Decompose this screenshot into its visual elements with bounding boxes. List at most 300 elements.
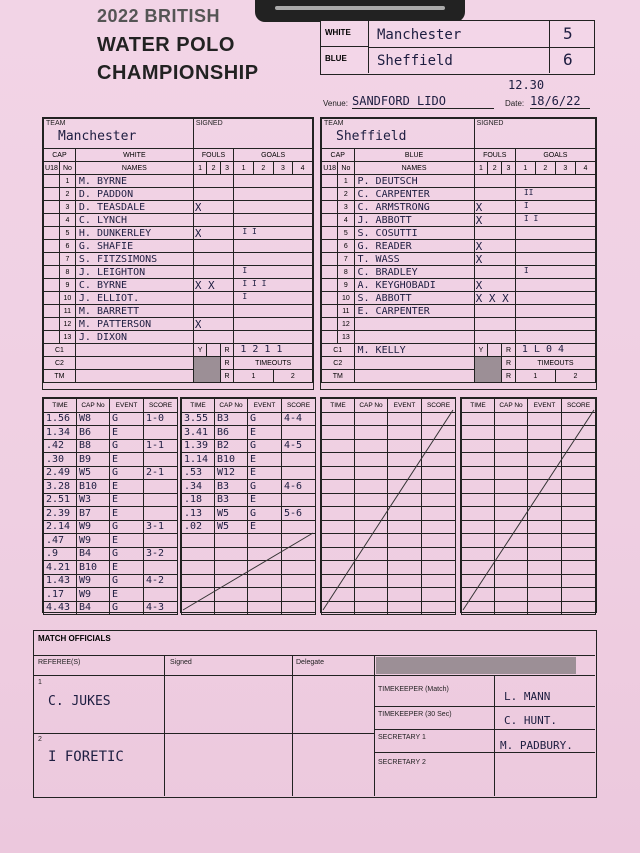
event-type: G bbox=[250, 440, 257, 452]
blue-goals-header: GOALS bbox=[543, 151, 568, 159]
white-label: WHITE bbox=[321, 21, 369, 47]
event-score: 5-6 bbox=[284, 507, 303, 519]
blue-player-goals: II bbox=[523, 188, 534, 197]
event-cap-no: B4 bbox=[79, 548, 92, 560]
blue-player-row bbox=[322, 253, 596, 266]
white-player-goals: I I bbox=[242, 227, 257, 236]
white-names-header: NAMES bbox=[121, 164, 147, 172]
event-row bbox=[462, 466, 596, 480]
white-player-goals: I bbox=[242, 292, 248, 301]
event-row bbox=[322, 493, 456, 507]
blue-player-cap-no: 12 bbox=[341, 320, 350, 328]
event-row bbox=[44, 466, 178, 480]
event-row bbox=[322, 453, 456, 467]
title-line-2: WATER POLO bbox=[97, 34, 235, 56]
match-officials-heading: MATCH OFFICIALS bbox=[38, 634, 111, 643]
event-row bbox=[182, 480, 316, 494]
blue-player-row bbox=[322, 214, 596, 227]
event-time: .02 bbox=[184, 521, 203, 533]
blue-player-goals: I bbox=[523, 201, 529, 210]
event-cap-no: B10 bbox=[79, 480, 98, 492]
blue-red-label-2: R bbox=[505, 359, 512, 367]
timekeeper-match: L. MANN bbox=[504, 690, 551, 703]
match-time: 12.30 bbox=[508, 78, 545, 92]
white-player-name: D. TEASDALE bbox=[78, 201, 146, 213]
event-row bbox=[322, 426, 456, 440]
white-player-row bbox=[44, 188, 313, 201]
blue-player-name: S. ABBOTT bbox=[357, 292, 412, 304]
event-time: 2.49 bbox=[46, 467, 71, 479]
white-team-table: TEAM Manchester SIGNED CAP WHITE FOULS GOALS U18 No NAMES 1 2 3 1 2 3 4 1 M. BYRNE 2 D. PADDON 3 D. TEASDALE X 4 C. LYNCH 5 H. DUNKERLEY X I I 6 G. SHAFIE 7 S. FITZSIMONS 8 J. LEIGHTON I 9 C. BYRNE X X I I I 10 J. ELLIOT. I 11 M. BARRETT 12 M. PATTERSON X 13 J. DIXON C1 Y R 1 2 1 1 C2 R TIMEOUTS TM R 1 2 bbox=[43, 118, 313, 383]
white-player-cap-no: 5 bbox=[65, 229, 70, 237]
blue-player-row bbox=[322, 175, 596, 188]
blue-player-cap-no: 11 bbox=[342, 307, 350, 315]
event-type: E bbox=[112, 534, 119, 546]
event-time: 2.14 bbox=[46, 521, 71, 533]
white-player-row bbox=[44, 279, 313, 292]
event-row bbox=[182, 534, 316, 548]
blue-player-goals: I bbox=[523, 266, 529, 275]
event-cap-no: B10 bbox=[217, 453, 236, 465]
event-row bbox=[44, 520, 178, 534]
time-header: TIME bbox=[52, 401, 68, 409]
ref2-number: 2 bbox=[38, 736, 42, 743]
event-row bbox=[44, 561, 178, 575]
event-type: G bbox=[112, 413, 119, 425]
blue-fouls-header: FOULS bbox=[483, 151, 507, 159]
event-time: .17 bbox=[46, 588, 65, 600]
event-score: 3-1 bbox=[146, 521, 165, 533]
white-player-cap-no: 13 bbox=[63, 333, 72, 341]
event-cap-no: W9 bbox=[79, 575, 92, 587]
white-yellow-label: Y bbox=[197, 346, 203, 354]
white-player-name: J. LEIGHTON bbox=[78, 266, 146, 278]
event-cap-no: B8 bbox=[79, 440, 92, 452]
event-type: E bbox=[112, 561, 119, 573]
white-player-name: G. SHAFIE bbox=[78, 240, 134, 252]
white-player-goals: I bbox=[242, 266, 248, 275]
white-team-label: TEAM bbox=[46, 120, 66, 127]
white-player-row bbox=[44, 227, 313, 240]
event-row bbox=[462, 426, 596, 440]
white-player-cap-no: 11 bbox=[63, 307, 72, 315]
white-timeouts-label: TIMEOUTS bbox=[255, 359, 292, 367]
blue-timeout-2: 2 bbox=[573, 372, 578, 380]
event-cap-no: B6 bbox=[79, 426, 92, 438]
events-table-3 bbox=[320, 397, 456, 613]
white-u18-header: U18 bbox=[45, 164, 58, 172]
event-row bbox=[182, 601, 316, 615]
white-player-fouls: X bbox=[194, 318, 202, 331]
event-row bbox=[182, 453, 316, 467]
blue-team-name: Sheffield bbox=[377, 53, 453, 69]
event-time: 2.51 bbox=[46, 494, 71, 506]
event-cap-no: B7 bbox=[79, 507, 92, 519]
event-time: 1.14 bbox=[184, 453, 209, 465]
white-cap-header: CAP bbox=[52, 151, 67, 159]
clipboard-clip bbox=[255, 0, 465, 22]
event-cap-no: B3 bbox=[217, 413, 230, 425]
white-names-team-header: WHITE bbox=[123, 151, 146, 159]
event-row bbox=[322, 480, 456, 494]
event-row bbox=[182, 426, 316, 440]
event-cap-no: W5 bbox=[217, 521, 230, 533]
blue-player-cap-no: 8 bbox=[343, 268, 348, 276]
time-header: TIME bbox=[330, 401, 346, 409]
title-line-1: 2022 BRITISH bbox=[97, 6, 221, 26]
event-row bbox=[322, 520, 456, 534]
cap-no-header: CAP No bbox=[359, 401, 383, 409]
blue-player-fouls: X bbox=[475, 253, 483, 266]
white-fouls-header: FOULS bbox=[201, 151, 226, 159]
event-cap-no: W3 bbox=[79, 494, 92, 506]
event-type: G bbox=[112, 575, 119, 587]
event-cap-no: W5 bbox=[217, 507, 230, 519]
blue-player-row bbox=[322, 201, 596, 214]
white-player-cap-no: 2 bbox=[65, 190, 70, 198]
event-row bbox=[44, 412, 178, 426]
blue-player-name: C. BRADLEY bbox=[357, 266, 418, 278]
blue-player-cap-no: 7 bbox=[343, 255, 348, 263]
white-player-cap-no: 8 bbox=[65, 268, 70, 276]
event-cap-no: W9 bbox=[79, 588, 92, 600]
blue-player-name: E. CARPENTER bbox=[357, 305, 430, 317]
event-header: EVENT bbox=[393, 401, 416, 409]
event-type: E bbox=[112, 588, 119, 600]
blue-player-fouls: X bbox=[475, 240, 483, 253]
timekeeper-30: C. HUNT. bbox=[504, 714, 557, 727]
blue-player-row bbox=[322, 266, 596, 279]
event-header: EVENT bbox=[115, 401, 138, 409]
white-player-row bbox=[44, 175, 313, 188]
event-cap-no: B10 bbox=[79, 561, 98, 573]
event-cap-no: B9 bbox=[79, 453, 92, 465]
score-header: SCORE bbox=[426, 401, 451, 409]
secretary-2-label: SECRETARY 2 bbox=[378, 759, 426, 766]
blue-player-name: G. READER bbox=[357, 240, 412, 252]
white-player-name: D. PADDON bbox=[78, 188, 134, 200]
blue-coach-name: M. KELLY bbox=[357, 344, 406, 356]
event-cap-no: B3 bbox=[217, 480, 230, 492]
blue-signed-label: SIGNED bbox=[476, 120, 504, 127]
event-row bbox=[462, 588, 596, 602]
event-row bbox=[44, 507, 178, 521]
event-type: E bbox=[112, 494, 119, 506]
event-type: G bbox=[112, 548, 119, 560]
event-cap-no: W9 bbox=[79, 521, 92, 533]
white-team-name: Manchester bbox=[377, 27, 462, 43]
event-time: .42 bbox=[46, 440, 65, 452]
blue-label: BLUE bbox=[321, 47, 369, 73]
white-team-name: Manchester bbox=[58, 129, 137, 144]
event-row bbox=[462, 601, 596, 615]
timekeeper-30-label: TIMEKEEPER (30 Sec) bbox=[378, 711, 452, 718]
blue-quarter-goals: 1 L 0 4 bbox=[521, 344, 565, 355]
white-player-name: M. PATTERSON bbox=[78, 318, 152, 330]
ref1-number: 1 bbox=[38, 679, 42, 686]
event-row bbox=[44, 547, 178, 561]
white-player-fouls: X bbox=[194, 201, 202, 214]
event-row bbox=[322, 439, 456, 453]
blue-player-row bbox=[322, 188, 596, 201]
event-header: EVENT bbox=[253, 401, 276, 409]
blue-player-name: P. DEUTSCH bbox=[357, 175, 418, 187]
event-cap-no: B6 bbox=[217, 426, 230, 438]
event-row bbox=[322, 534, 456, 548]
white-player-name: C. BYRNE bbox=[78, 279, 128, 291]
event-row bbox=[44, 426, 178, 440]
white-player-cap-no: 10 bbox=[63, 294, 72, 302]
event-time: 1.39 bbox=[184, 440, 209, 452]
event-time: 2.39 bbox=[46, 507, 71, 519]
blue-names-team-header: BLUE bbox=[404, 151, 424, 159]
event-row bbox=[322, 412, 456, 426]
referee-2: I FORETIC bbox=[48, 749, 124, 765]
event-row bbox=[322, 466, 456, 480]
event-row bbox=[462, 507, 596, 521]
blue-names-header: NAMES bbox=[401, 164, 427, 172]
white-player-row bbox=[44, 240, 313, 253]
event-score: 4-6 bbox=[284, 480, 303, 492]
event-type: E bbox=[112, 480, 119, 492]
blue-player-fouls: X bbox=[475, 214, 483, 227]
event-row bbox=[322, 574, 456, 588]
event-row bbox=[462, 534, 596, 548]
blue-player-row bbox=[322, 331, 596, 344]
event-row bbox=[182, 439, 316, 453]
event-score: 4-3 bbox=[146, 602, 165, 614]
blue-red-label-3: R bbox=[505, 372, 512, 380]
blue-player-cap-no: 9 bbox=[343, 281, 348, 289]
white-team-panel bbox=[42, 117, 314, 390]
blue-player-fouls: X bbox=[475, 201, 483, 214]
white-player-cap-no: 12 bbox=[63, 320, 72, 328]
event-cap-no: B2 bbox=[217, 440, 230, 452]
white-player-cap-no: 7 bbox=[65, 255, 70, 263]
event-time: .13 bbox=[184, 507, 203, 519]
event-time: 4.21 bbox=[46, 561, 71, 573]
events-grid bbox=[321, 398, 456, 615]
blue-player-cap-no: 3 bbox=[343, 203, 348, 211]
white-player-row bbox=[44, 318, 313, 331]
white-timeout-1: 1 bbox=[251, 372, 256, 380]
white-player-name: J. ELLIOT. bbox=[78, 292, 140, 304]
blue-player-row bbox=[322, 292, 596, 305]
events-grid bbox=[461, 398, 596, 615]
blue-player-fouls: X bbox=[475, 279, 483, 292]
event-row bbox=[322, 601, 456, 615]
event-row bbox=[182, 493, 316, 507]
blue-player-row bbox=[322, 240, 596, 253]
event-type: E bbox=[250, 453, 257, 465]
white-player-cap-no: 4 bbox=[65, 216, 70, 224]
event-cap-no: W12 bbox=[217, 467, 236, 479]
timekeeper-match-label: TIMEKEEPER (Match) bbox=[378, 686, 449, 693]
title-line-3: CHAMPIONSHIP bbox=[97, 62, 259, 84]
white-player-cap-no: 6 bbox=[65, 242, 70, 250]
time-header: TIME bbox=[190, 401, 206, 409]
white-goals-header: GOALS bbox=[261, 151, 286, 159]
event-time: .9 bbox=[46, 548, 59, 560]
event-header: EVENT bbox=[533, 401, 556, 409]
blue-cap-header: CAP bbox=[330, 151, 345, 159]
white-player-fouls: X X bbox=[194, 279, 215, 292]
event-cap-no: W8 bbox=[79, 413, 92, 425]
white-player-cap-no: 1 bbox=[65, 177, 70, 185]
white-player-cap-no: 9 bbox=[65, 281, 70, 289]
blue-team-label: TEAM bbox=[324, 120, 344, 127]
events-table-2 bbox=[180, 397, 316, 613]
event-type: E bbox=[250, 494, 257, 506]
event-row bbox=[182, 466, 316, 480]
blue-timeout-1: 1 bbox=[533, 372, 538, 380]
white-player-name: J. DIXON bbox=[78, 331, 128, 343]
event-row bbox=[322, 588, 456, 602]
time-header: TIME bbox=[470, 401, 486, 409]
event-type: E bbox=[112, 507, 119, 519]
cap-no-header: CAP No bbox=[81, 401, 105, 409]
cap-no-header: CAP No bbox=[499, 401, 523, 409]
blue-player-row bbox=[322, 227, 596, 240]
event-time: 3.55 bbox=[184, 413, 209, 425]
event-cap-no: W5 bbox=[79, 467, 92, 479]
event-score: 4-4 bbox=[284, 413, 303, 425]
event-cap-no: B3 bbox=[217, 494, 230, 506]
white-player-row bbox=[44, 214, 313, 227]
blue-player-row bbox=[322, 318, 596, 331]
blue-player-name: T. WASS bbox=[357, 253, 400, 265]
referees-label: REFEREE(S) bbox=[38, 659, 81, 666]
event-time: 1.56 bbox=[46, 413, 71, 425]
white-player-goals: I I I bbox=[242, 279, 267, 288]
event-row bbox=[322, 561, 456, 575]
blue-u18-header: U18 bbox=[323, 164, 337, 172]
white-player-name: S. FITZSIMONS bbox=[78, 253, 158, 265]
event-type: G bbox=[112, 521, 119, 533]
event-time: 3.28 bbox=[46, 480, 71, 492]
venue-value: SANDFORD LIDO bbox=[352, 94, 494, 109]
blue-player-row bbox=[322, 305, 596, 318]
event-score: 1-1 bbox=[146, 440, 165, 452]
event-row bbox=[182, 507, 316, 521]
blue-player-fouls: X X X bbox=[475, 292, 509, 305]
team-score-box bbox=[320, 20, 595, 75]
event-row bbox=[44, 480, 178, 494]
white-player-name: M. BYRNE bbox=[78, 175, 128, 187]
delegate-label: Delegate bbox=[296, 659, 325, 666]
event-time: .34 bbox=[184, 480, 203, 492]
white-player-name: M. BARRETT bbox=[78, 305, 140, 317]
event-row bbox=[44, 601, 178, 615]
event-row bbox=[44, 574, 178, 588]
white-player-name: H. DUNKERLEY bbox=[78, 227, 152, 239]
event-time: 1.43 bbox=[46, 575, 71, 587]
white-red-label: R bbox=[224, 346, 230, 354]
white-player-row bbox=[44, 305, 313, 318]
blue-player-cap-no: 13 bbox=[341, 333, 350, 341]
event-row bbox=[44, 588, 178, 602]
event-type: G bbox=[112, 602, 119, 614]
event-row bbox=[462, 574, 596, 588]
event-type: G bbox=[250, 413, 257, 425]
event-row bbox=[44, 453, 178, 467]
event-type: G bbox=[112, 467, 119, 479]
event-type: E bbox=[112, 426, 119, 438]
event-row bbox=[462, 520, 596, 534]
event-score: 4-2 bbox=[146, 575, 165, 587]
event-type: G bbox=[112, 440, 119, 452]
event-row bbox=[44, 493, 178, 507]
white-player-row bbox=[44, 292, 313, 305]
event-type: E bbox=[250, 426, 257, 438]
event-row bbox=[462, 480, 596, 494]
white-score: 5 bbox=[563, 24, 573, 43]
white-signed-label: SIGNED bbox=[195, 120, 223, 127]
blue-timeouts-label: TIMEOUTS bbox=[537, 359, 574, 367]
secretary-1-label: SECRETARY 1 bbox=[378, 734, 426, 741]
event-row bbox=[44, 534, 178, 548]
venue-label: Venue: bbox=[323, 99, 348, 108]
events-table-1 bbox=[42, 397, 178, 613]
event-row bbox=[322, 547, 456, 561]
blue-player-row bbox=[322, 279, 596, 292]
white-timeout-2: 2 bbox=[290, 372, 295, 380]
event-type: G bbox=[250, 480, 257, 492]
blue-red-label: R bbox=[505, 346, 512, 354]
event-row bbox=[182, 547, 316, 561]
event-row bbox=[182, 574, 316, 588]
event-row bbox=[182, 520, 316, 534]
event-row bbox=[462, 453, 596, 467]
event-row bbox=[462, 493, 596, 507]
blue-player-cap-no: 4 bbox=[343, 216, 348, 224]
white-player-row bbox=[44, 201, 313, 214]
cap-no-header: CAP No bbox=[219, 401, 243, 409]
score-header: SCORE bbox=[286, 401, 311, 409]
events-grid bbox=[181, 398, 316, 615]
event-time: .47 bbox=[46, 534, 65, 546]
event-row bbox=[182, 561, 316, 575]
event-time: .30 bbox=[46, 453, 65, 465]
referee-1: C. JUKES bbox=[48, 694, 111, 709]
event-time: .18 bbox=[184, 494, 203, 506]
score-header: SCORE bbox=[566, 401, 591, 409]
signed-label: Signed bbox=[170, 659, 192, 666]
event-row bbox=[44, 439, 178, 453]
event-cap-no: B4 bbox=[79, 602, 92, 614]
blue-score: 6 bbox=[563, 50, 573, 69]
event-score: 2-1 bbox=[146, 467, 165, 479]
blue-player-cap-no: 10 bbox=[341, 294, 350, 302]
white-quarter-goals: 1 2 1 1 bbox=[240, 344, 283, 355]
blue-player-name: C. ARMSTRONG bbox=[357, 201, 430, 213]
blue-player-name: S. COSUTTI bbox=[357, 227, 418, 239]
event-score: 3-2 bbox=[146, 548, 165, 560]
event-row bbox=[182, 412, 316, 426]
blue-player-goals: I I bbox=[523, 214, 539, 223]
blue-player-name: A. KEYGHOBADI bbox=[357, 279, 436, 291]
white-player-row bbox=[44, 331, 313, 344]
white-player-cap-no: 3 bbox=[65, 203, 70, 211]
events-table-4 bbox=[460, 397, 597, 613]
white-player-row bbox=[44, 253, 313, 266]
white-player-name: C. LYNCH bbox=[78, 214, 128, 226]
blue-yellow-label: Y bbox=[478, 346, 484, 354]
white-red-label-2: R bbox=[224, 359, 230, 367]
white-red-label-3: R bbox=[224, 372, 230, 380]
event-row bbox=[462, 547, 596, 561]
event-score: 4-5 bbox=[284, 440, 303, 452]
